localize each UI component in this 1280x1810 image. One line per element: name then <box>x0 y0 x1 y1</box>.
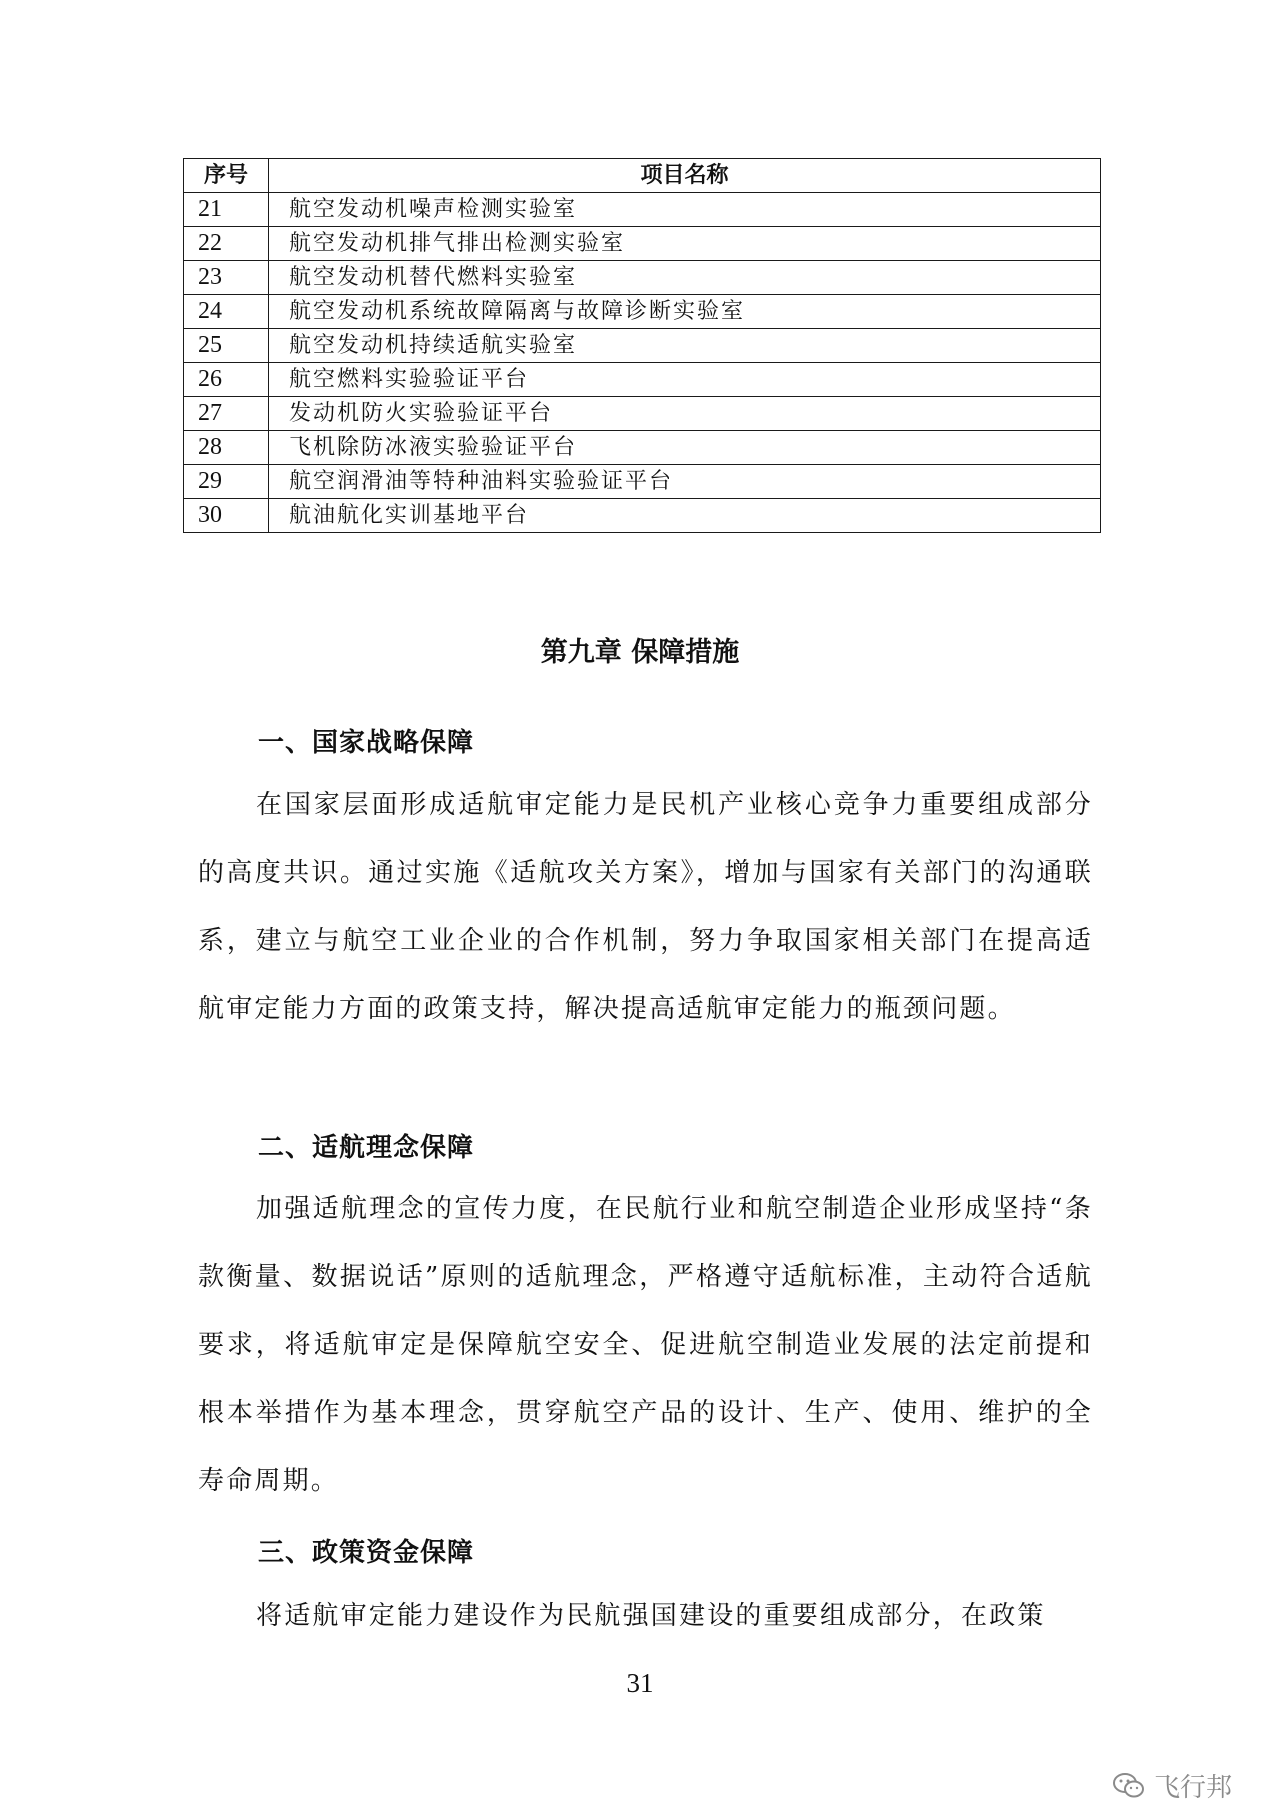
section-heading: 二、适航理念保障 <box>258 1133 475 1163</box>
row-name: 发动机防火实验验证平台 <box>269 397 1101 431</box>
row-number: 29 <box>184 465 269 499</box>
row-number: 22 <box>184 227 269 261</box>
row-number: 24 <box>184 295 269 329</box>
row-name: 飞机除防冰液实验验证平台 <box>269 431 1101 465</box>
row-number: 26 <box>184 363 269 397</box>
row-number: 30 <box>184 499 269 533</box>
table-row <box>184 295 1101 329</box>
header-number: 序号 <box>184 159 269 193</box>
chapter-title: 第九章 保障措施 <box>540 637 740 668</box>
section-heading: 三、政策资金保障 <box>258 1538 475 1568</box>
watermark <box>1112 1767 1232 1804</box>
table-row <box>184 329 1101 363</box>
section-paragraph: 在国家层面形成适航审定能力是民机产业核心竞争力重要组成部分的高度共识。通过实施《适航攻关方案》，增加与国家有关部门的沟通联系，建立与航空工业企业的合作机制，努力争取国家相关部门在提高适航审定能力方面的政策支持，解决提高适航审定能力的瓶颈问题。 <box>198 790 1093 1024</box>
row-number: 23 <box>184 261 269 295</box>
table-row <box>184 227 1101 261</box>
row-name: 航空发动机替代燃料实验室 <box>269 261 1101 295</box>
row-name: 航空发动机持续适航实验室 <box>269 329 1101 363</box>
row-number: 28 <box>184 431 269 465</box>
row-name: 航空燃料实验验证平台 <box>269 363 1101 397</box>
table-header-row <box>184 159 1101 193</box>
row-number: 21 <box>184 193 269 227</box>
row-name: 航空发动机系统故障隔离与故障诊断实验室 <box>269 295 1101 329</box>
section-paragraph: 将适航审定能力建设作为民航强国建设的重要组成部分，在政策 <box>256 1601 1046 1631</box>
row-name: 航油航化实训基地平台 <box>269 499 1101 533</box>
row-name: 航空发动机噪声检测实验室 <box>269 193 1101 227</box>
table-row <box>184 397 1101 431</box>
section-heading: 一、国家战略保障 <box>258 728 475 758</box>
page-number: 31 <box>626 1668 654 1698</box>
table-row <box>184 261 1101 295</box>
table-row <box>184 363 1101 397</box>
wechat-icon <box>1112 1771 1146 1801</box>
table-row <box>184 193 1101 227</box>
watermark-text: 飞行邦 <box>1154 1773 1233 1803</box>
row-number: 25 <box>184 329 269 363</box>
project-table <box>183 158 1101 533</box>
header-name: 项目名称 <box>269 159 1101 193</box>
row-name: 航空发动机排气排出检测实验室 <box>269 227 1101 261</box>
table-row <box>184 499 1101 533</box>
row-number: 27 <box>184 397 269 431</box>
section-paragraph: 加强适航理念的宣传力度，在民航行业和航空制造企业形成坚持“条款衡量、数据说话”原则的适航理念，严格遵守适航标准，主动符合适航要求，将适航审定是保障航空安全、促进航空制造业发展的法定前提和根本举措作为基本理念，贯穿航空产品的设计、生产、使用、维护的全寿命周期。 <box>198 1194 1093 1496</box>
table-row <box>184 465 1101 499</box>
row-name: 航空润滑油等特种油料实验验证平台 <box>269 465 1101 499</box>
table-row <box>184 431 1101 465</box>
